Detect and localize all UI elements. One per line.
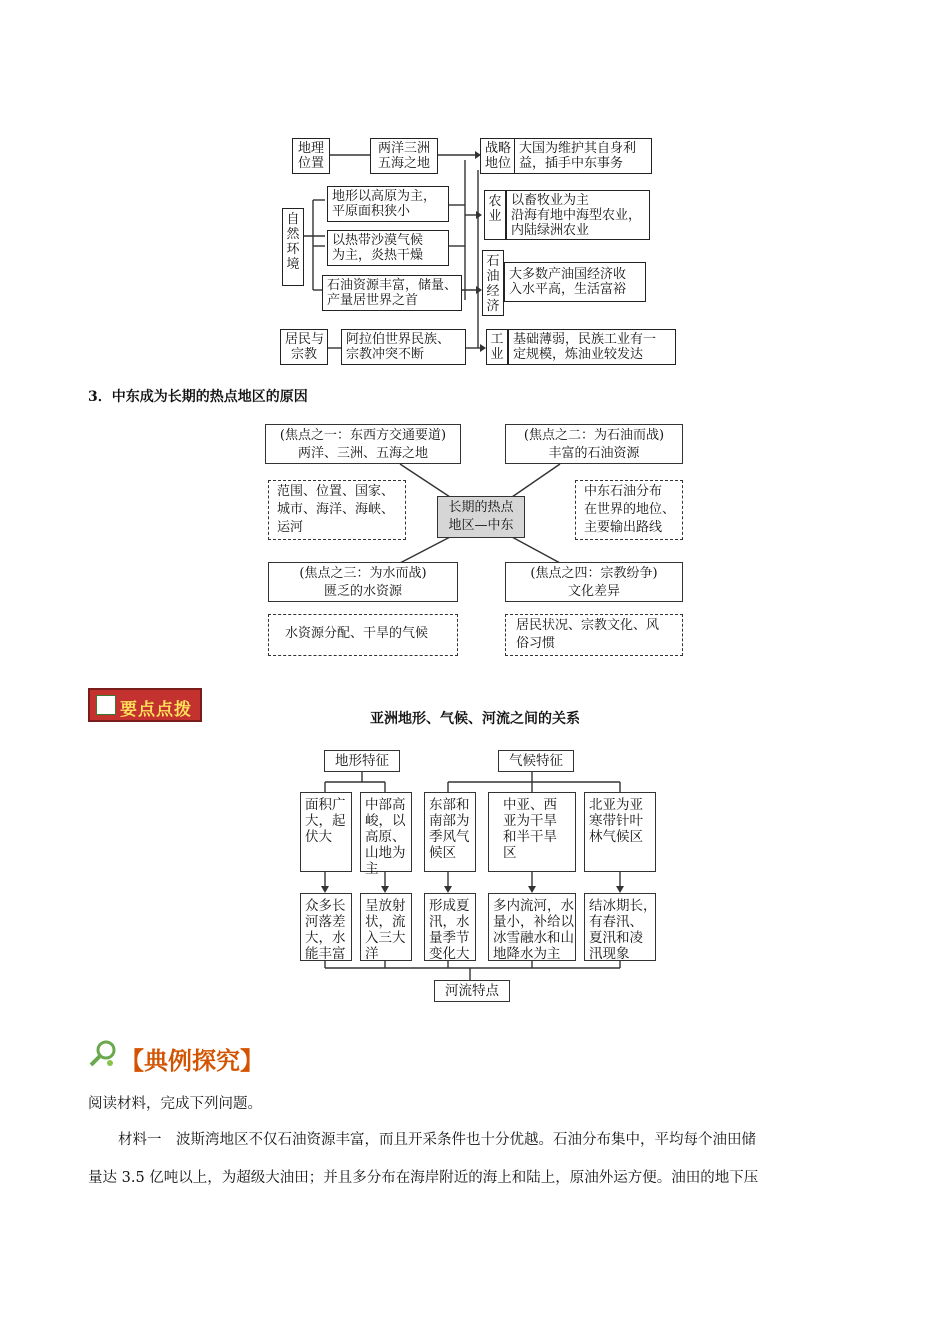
- box-strategic: 战略 地位: [480, 138, 515, 174]
- focus2-box: (焦点之二：为石油而战) 丰富的石油资源: [505, 424, 683, 464]
- river-5: 结冰期长， 有春汛、 夏汛和凌 汛现象: [584, 893, 656, 961]
- river-4: 多内流河，水 量小，补给以 冰雪融水和山 地降水为主: [488, 893, 576, 961]
- box-terrain: 地形以高原为主， 平原面积狭小: [327, 186, 449, 222]
- material1-line2: 量达 3.5 亿吨以上，为超级大油田；并且多分布在海岸附近的海上和陆上，原油外运方便。油田的地下压: [88, 1170, 759, 1186]
- river-1: 众多长 河落差 大，水 能丰富: [300, 893, 352, 961]
- box-natural-env: 自 然 环 境: [282, 208, 304, 286]
- terrain-features-label: 地形特征: [324, 750, 400, 772]
- box-arab: 阿拉伯世界民族、 宗教冲突不断: [341, 329, 466, 365]
- river-2: 呈放射 状，流 入三大 洋: [360, 893, 412, 961]
- river-features-label: 河流特点: [434, 980, 510, 1002]
- intro-text: 阅读材料，完成下列问题。: [88, 1096, 262, 1112]
- box-agriculture: 农 业: [484, 190, 506, 240]
- diagram3-title: 亚洲地形、气候、河流之间的关系: [370, 711, 580, 727]
- focus3-box: (焦点之三：为水而战) 匮乏的水资源: [268, 562, 458, 602]
- box-industry: 工 业: [486, 329, 508, 365]
- focus3-detail: 水资源分配、干旱的气候: [268, 614, 458, 656]
- focus1-detail: 范围、位置、国家、 城市、海洋、海峡、 运河: [268, 480, 406, 540]
- terrain-top-2: 中部高 峻，以 高原、 山地为 主: [360, 792, 412, 872]
- section-title: 【典例探究】: [120, 1047, 264, 1075]
- center-box: 长期的热点 地区—中东: [437, 496, 525, 538]
- river-3: 形成夏 汛，水 量季节 变化大: [424, 893, 476, 961]
- box-climate: 以热带沙漠气候 为主，炎热干燥: [327, 230, 449, 266]
- terrain-top-1: 面积广 大，起 伏大: [300, 792, 352, 872]
- box-geo-position: 地理 位置: [292, 138, 330, 174]
- box-agriculture-desc: 以畜牧业为主 沿海有地中海型农业， 内陆绿洲农业: [506, 190, 650, 240]
- climate-top-2: 中亚、西 亚为干旱 和半干旱 区: [488, 792, 576, 872]
- section-3-title: 3．中东成为长期的热点地区的原因: [88, 389, 308, 405]
- box-industry-desc: 基础薄弱，民族工业有一 定规模，炼油业较发达: [508, 329, 676, 365]
- focus4-box: (焦点之四：宗教纷争) 文化差异: [505, 562, 683, 602]
- climate-top-1: 东部和 南部为 季风气 候区: [424, 792, 476, 872]
- box-strategic-desc: 大国为维护其自身利 益，插手中东事务: [514, 138, 652, 174]
- key-points-badge: 要点点拨: [88, 688, 202, 722]
- box-oil-resource: 石油资源丰富，储量、 产量居世界之首: [322, 275, 462, 311]
- magnifier-icon: [88, 1038, 122, 1070]
- focus1-box: (焦点之一：东西方交通要道) 两洋、三洲、五海之地: [265, 424, 461, 464]
- box-oil-economy-desc: 大多数产油国经济收 入水平高，生活富裕: [504, 262, 646, 302]
- focus2-detail: 中东石油分布 在世界的地位、 主要输出路线: [575, 480, 683, 540]
- box-residents: 居民与 宗教: [280, 329, 328, 365]
- box-two-oceans: 两洋三洲 五海之地: [370, 138, 438, 174]
- climate-top-3: 北亚为亚 寒带针叶 林气候区: [584, 792, 656, 872]
- focus4-detail: 居民状况、宗教文化、风 俗习惯: [505, 614, 683, 656]
- material1-line1: 材料一 波斯湾地区不仅石油资源丰富，而且开采条件也十分优越。石油分布集中，平均每个油田储: [118, 1132, 756, 1148]
- climate-features-label: 气候特征: [498, 750, 574, 772]
- box-oil-economy: 石 油 经 济: [482, 250, 504, 316]
